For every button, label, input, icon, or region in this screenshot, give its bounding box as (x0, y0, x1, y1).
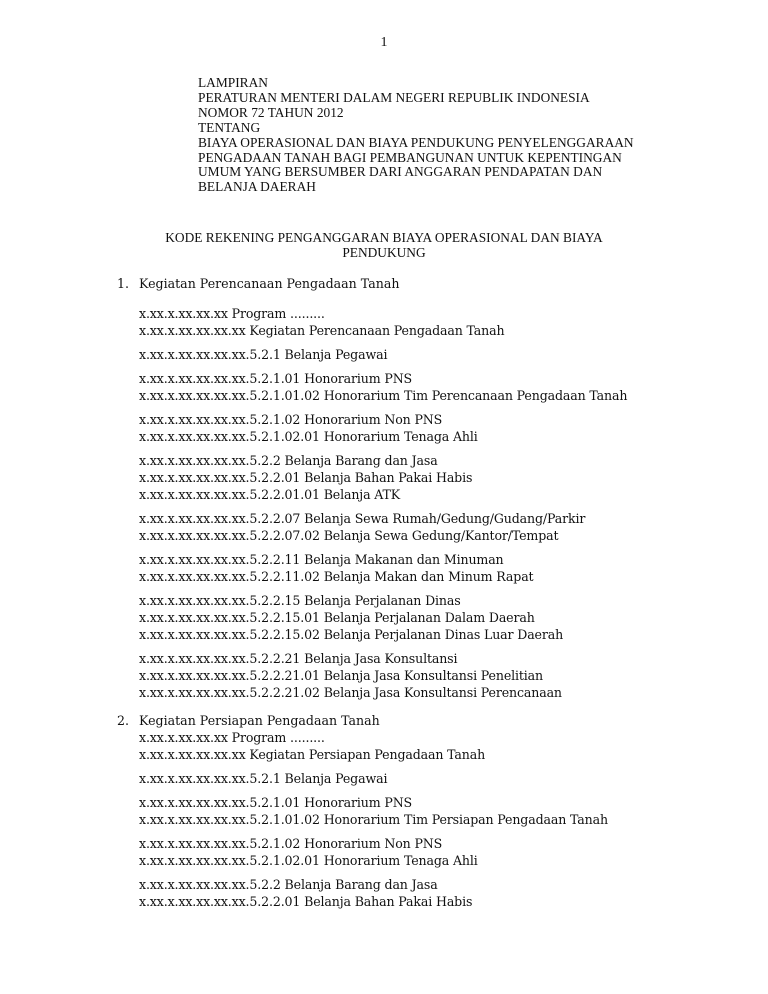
account-code-group (139, 346, 737, 363)
account-code-group (139, 729, 737, 763)
account-code-line: x.xx.x.xx.xx.xx.xx.5.2.2.21.01 Belanja Jasa Konsultansi Penelitian (139, 668, 543, 683)
account-code-line: x.xx.x.xx.xx.xx.xx.5.2.2.01 Belanja Bahan Pakai Habis (139, 470, 473, 485)
section-title: Kegiatan Perencanaan Pengadaan Tanah (139, 276, 400, 291)
account-code-line: x.xx.x.xx.xx.xx.xx.5.2.1 Belanja Pegawai (139, 347, 388, 362)
section-number: 1. (117, 276, 130, 291)
account-code-list (117, 305, 737, 701)
account-code-group (139, 370, 737, 404)
section-1 (117, 275, 737, 701)
account-code-group (139, 551, 737, 585)
document-header (198, 76, 668, 195)
section-number: 2. (117, 713, 130, 728)
account-code-line: x.xx.x.xx.xx.xx.xx.5.2.2.21.02 Belanja Jasa Konsultansi Perencanaan (139, 685, 562, 700)
section-2 (117, 712, 737, 910)
account-code-line: x.xx.x.xx.xx.xx.xx.5.2.1.02.01 Honorarium Tenaga Ahli (139, 429, 478, 444)
account-code-line: x.xx.x.xx.xx.xx.xx.5.2.1.01.02 Honorarium Tim Perencanaan Pengadaan Tanah (139, 388, 628, 403)
account-code-group (139, 835, 737, 869)
header-line: TENTANG (198, 119, 261, 135)
header-line: BELANJA DAERAH (198, 179, 316, 195)
account-code-line: x.xx.x.xx.xx.xx.xx Kegiatan Persiapan Pengadaan Tanah (139, 747, 486, 762)
header-line: NOMOR 72 TAHUN 2012 (198, 104, 344, 120)
account-code-group (139, 592, 737, 643)
account-code-line: x.xx.x.xx.xx.xx.xx.5.2.2.07 Belanja Sewa Rumah/Gedung/Gudang/Parkir (139, 511, 586, 526)
header-line: BIAYA OPERASIONAL DAN BIAYA PENDUKUNG PENYELENGGARAAN (198, 134, 634, 150)
account-code-line: x.xx.x.xx.xx.xx Program ......... (139, 306, 325, 321)
account-code-line: x.xx.x.xx.xx.xx.xx.5.2.2.11.02 Belanja Makan dan Minum Rapat (139, 569, 534, 584)
account-code-group (139, 510, 737, 544)
account-code-line: x.xx.x.xx.xx.xx Program ......... (139, 730, 325, 745)
section-heading (117, 275, 737, 292)
account-code-line: x.xx.x.xx.xx.xx.xx.5.2.1.02 Honorarium Non PNS (139, 836, 443, 851)
account-code-group (139, 452, 737, 503)
section-title: Kegiatan Persiapan Pengadaan Tanah (139, 713, 380, 728)
account-code-line: x.xx.x.xx.xx.xx.xx.5.2.2 Belanja Barang dan Jasa (139, 877, 438, 892)
title-line: KODE REKENING PENGANGGARAN BIAYA OPERASIONAL DAN BIAYA (165, 230, 603, 245)
account-code-line: x.xx.x.xx.xx.xx.xx.5.2.2.01 Belanja Bahan Pakai Habis (139, 894, 473, 909)
account-code-line: x.xx.x.xx.xx.xx.xx.5.2.1 Belanja Pegawai (139, 771, 388, 786)
document-title (100, 231, 668, 260)
page-number: 1 (380, 35, 388, 50)
account-code-line: x.xx.x.xx.xx.xx.xx.5.2.2.15 Belanja Perjalanan Dinas (139, 593, 461, 608)
header-line: LAMPIRAN (198, 75, 268, 90)
account-code-line: x.xx.x.xx.xx.xx.xx.5.2.2.07.02 Belanja Sewa Gedung/Kantor/Tempat (139, 528, 559, 543)
account-code-group (139, 650, 737, 701)
account-code-group (139, 305, 737, 339)
title-line: PENDUKUNG (342, 244, 426, 260)
account-code-line: x.xx.x.xx.xx.xx.xx.5.2.2 Belanja Barang dan Jasa (139, 453, 438, 468)
account-code-line: x.xx.x.xx.xx.xx.xx.5.2.1.01 Honorarium PNS (139, 371, 413, 386)
account-code-line: x.xx.x.xx.xx.xx.xx.5.2.2.15.02 Belanja Perjalanan Dinas Luar Daerah (139, 627, 564, 642)
account-code-line: x.xx.x.xx.xx.xx.xx.5.2.1.01.02 Honorarium Tim Persiapan Pengadaan Tanah (139, 812, 608, 827)
account-code-line: x.xx.x.xx.xx.xx.xx.5.2.1.02 Honorarium Non PNS (139, 412, 443, 427)
section-heading (117, 712, 737, 729)
account-code-line: x.xx.x.xx.xx.xx.xx.5.2.2.01.01 Belanja ATK (139, 487, 401, 502)
header-line: UMUM YANG BERSUMBER DARI ANGGARAN PENDAPATAN DAN (198, 164, 603, 180)
account-code-line: x.xx.x.xx.xx.xx.xx.5.2.2.21 Belanja Jasa Konsultansi (139, 651, 458, 666)
account-code-line: x.xx.x.xx.xx.xx.xx.5.2.2.15.01 Belanja Perjalanan Dalam Daerah (139, 610, 535, 625)
account-code-group (139, 770, 737, 787)
account-code-line: x.xx.x.xx.xx.xx.xx.5.2.2.11 Belanja Makanan dan Minuman (139, 552, 504, 567)
account-code-group (139, 794, 737, 828)
header-line: PENGADAAN TANAH BAGI PEMBANGUNAN UNTUK KEPENTINGAN (198, 149, 622, 165)
account-code-group (139, 411, 737, 445)
account-code-group (139, 876, 737, 910)
account-code-list (117, 729, 737, 910)
account-code-line: x.xx.x.xx.xx.xx.xx.5.2.1.01 Honorarium PNS (139, 795, 413, 810)
header-line: PERATURAN MENTERI DALAM NEGERI REPUBLIK INDONESIA (198, 89, 590, 105)
account-code-line: x.xx.x.xx.xx.xx.xx.5.2.1.02.01 Honorarium Tenaga Ahli (139, 853, 478, 868)
account-code-line: x.xx.x.xx.xx.xx.xx Kegiatan Perencanaan Pengadaan Tanah (139, 323, 505, 338)
